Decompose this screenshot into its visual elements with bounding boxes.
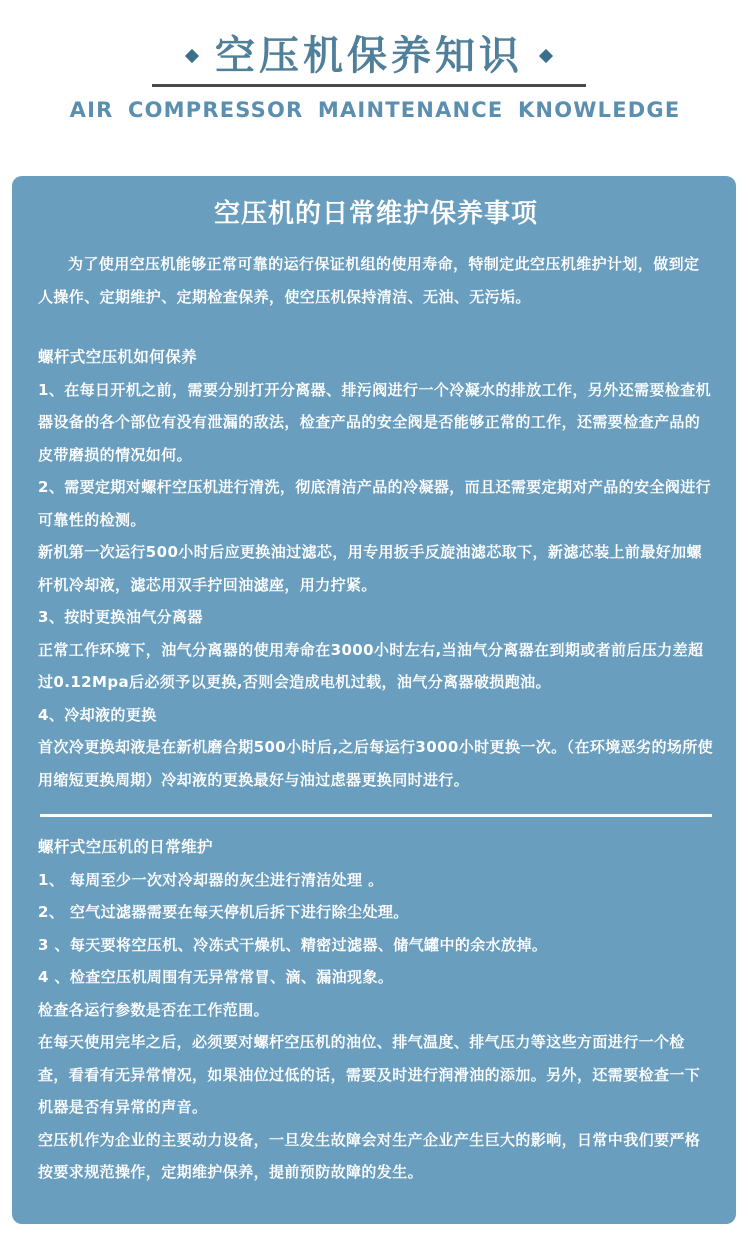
section2-item: 空压机作为企业的主要动力设备，一旦发生故障会对生产企业产生巨大的影响，日常中我们要严格按要求规范操作，定期维护保养，提前预防故障的发生。	[38, 1130, 701, 1181]
title-underline	[152, 84, 586, 87]
section2-item: 检查各运行参数是否在工作范围。	[38, 1000, 270, 1019]
diamond-right-icon	[539, 49, 553, 63]
panel-title: 空压机的日常维护保养事项	[213, 199, 538, 229]
page-title: 空压机保养知识	[215, 33, 523, 79]
section1-item: 4、冷却液的更换	[38, 705, 157, 724]
section2-item: 2、 空气过滤器需要在每天停机后拆下进行除尘处理。	[38, 903, 409, 921]
title-row	[152, 32, 586, 80]
section2-item: 在每天使用完毕之后，必须要对螺杆空压机的油位、排气温度、排气压力等这些方面进行一个检查，看看有无异常情况，如果油位过低的话，需要及时进行润滑油的添加。另外，还需要检查一下机器是否有异常的声音。	[38, 1033, 701, 1116]
section2-heading: 螺杆式空压机的日常维护	[38, 838, 213, 856]
section1-item: 3、按时更换油气分离器	[38, 608, 203, 626]
section1-item: 首次冷更换却液是在新机磨合期500小时后,之后每运行3000小时更换一次。（在环境恶劣的场所使用缩短更换周期）冷却液的更换最好与油过虑器更换同时进行。	[38, 738, 714, 789]
page-header	[0, 0, 750, 160]
section2-item: 4 、检查空压机周围有无异常常冒、滴、漏油现象。	[38, 968, 394, 986]
diamond-left-icon	[185, 49, 199, 63]
content-panel	[12, 176, 736, 1224]
page-subtitle: AIR COMPRESSOR MAINTENANCE KNOWLEDGE	[69, 98, 681, 122]
section1-item: 1、在每日开机之前，需要分别打开分离器、排污阀进行一个冷凝水的排放工作，另外还需要检查机器设备的各个部位有没有泄漏的敌法，检查产品的安全阀是否能够正常的工作，还需要检查产品的皮带磨损的情况如何。	[38, 380, 712, 464]
section2-item: 3 、每天要将空压机、冷冻式干燥机、精密过滤器、储气罐中的余水放掉。	[38, 935, 548, 954]
intro-paragraph: 为了使用空压机能够正常可靠的运行保证机组的使用寿命，特制定此空压机维护计划，做到定人操作、定期维护、定期检查保养，使空压机保持清洁、无油、无污垢。	[38, 255, 700, 306]
section2-item: 1、 每周至少一次对冷却器的灰尘进行清洁处理 。	[38, 870, 384, 889]
section1-item: 新机第一次运行500小时后应更换油过滤芯，用专用扳手反旋油滤芯取下，新滤芯装上前最好加螺杆机冷却液，滤芯用双手拧回油滤座，用力拧紧。	[38, 543, 702, 594]
section-divider	[40, 814, 712, 817]
section1-heading: 螺杆式空压机如何保养	[38, 348, 198, 366]
section1-item: 2、需要定期对螺杆空压机进行清洗，彻底清洁产品的冷凝器，而且还需要定期对产品的安全阀进行可靠性的检测。	[38, 478, 712, 529]
section1-item: 正常工作环境下，油气分离器的使用寿命在3000小时左右,当油气分离器在到期或者前后压力差超过0.12Mpa后必须予以更换,否则会造成电机过载，油气分离器破损跑油。	[38, 640, 704, 691]
